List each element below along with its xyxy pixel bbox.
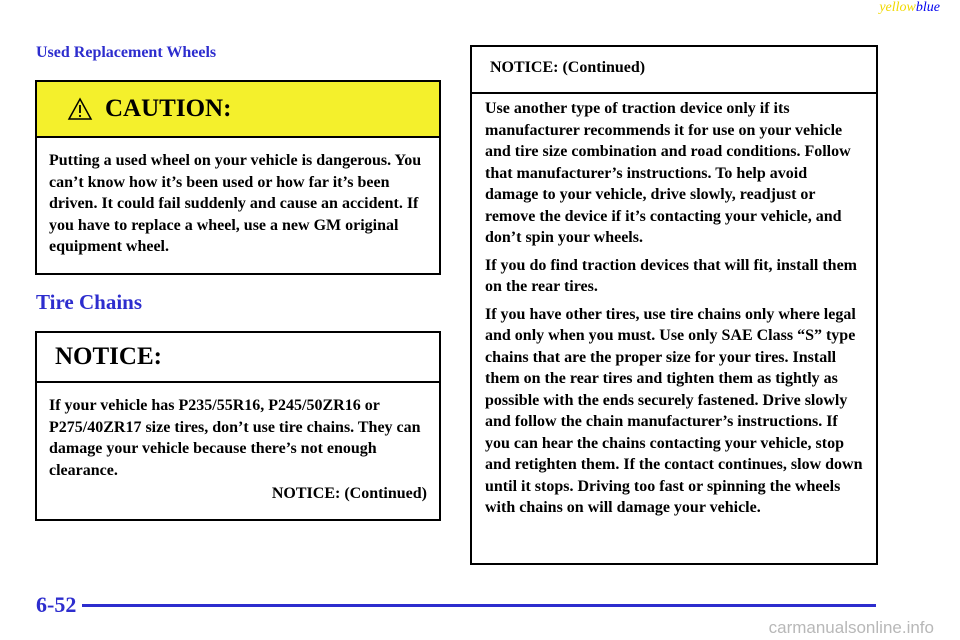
corner-label-yellow: yellow [879, 0, 916, 15]
notice-paragraph: If you do find traction devices that will fit, install them on the rear tires. [485, 256, 857, 295]
caution-text: Putting a used wheel on your vehicle is dangerous. You can’t know how it’s been used or how far it’s been driven. It could fail suddenly and cause an accident. If you have to replace a wheel, use a new GM original equipment wheel. [49, 152, 422, 255]
notice-continued-box [470, 45, 878, 565]
notice-paragraph: Use another type of traction device only if its manufacturer recommends it for use on your vehicle and tire size combination and road conditions. Follow that manufacturer’s instructions. To help avoid damage to your vehicle, drive slowly, readjust or remove the device if it’s contacting your vehicle, and don’t spin your wheels. [485, 100, 851, 246]
page-number: 6-52 [36, 592, 77, 617]
corner-label-blue: blue [915, 0, 940, 15]
watermark: carmanualsonline.info [768, 618, 934, 637]
caution-body [37, 138, 439, 258]
notice-continued-header [472, 47, 876, 94]
tire-chains-title: Tire Chains [36, 290, 143, 314]
notice-heading: NOTICE: [55, 343, 162, 370]
warning-triangle-icon [67, 97, 93, 121]
used-wheels-title: Used Replacement Wheels [36, 44, 217, 61]
notice-header [37, 333, 439, 383]
corner-label [879, 0, 940, 16]
notice-continued-body [472, 94, 876, 519]
caution-heading: CAUTION: [105, 95, 232, 122]
caution-header [37, 82, 439, 138]
footer-rule [82, 604, 876, 607]
notice-continued-label: NOTICE: (Continued) [271, 485, 427, 502]
notice-body [37, 383, 439, 505]
notice-continued-heading: NOTICE: (Continued) [490, 59, 646, 76]
notice-paragraph: If you have other tires, use tire chains only where legal and only when you must. Use only SAE Class “S” type chains that are the proper size for your tires. Install them on the rear tires and tighten them as tightly as possible with the ends securely fastened. Drive slowly and follow the chain manufacturer’s instructions. If you can hear the chains contacting your vehicle, stop and retighten them. If the contact continues, slow down until it stops. Driving too fast or spinning the wheels with chains on will damage your vehicle. [485, 305, 863, 516]
caution-box [35, 80, 441, 275]
notice-text: If your vehicle has P235/55R16, P245/50ZR16 or P275/40ZR17 size tires, don’t use tire chains. They can damage your vehicle because there’s not enough clearance. [49, 397, 421, 479]
notice-box [35, 331, 441, 521]
